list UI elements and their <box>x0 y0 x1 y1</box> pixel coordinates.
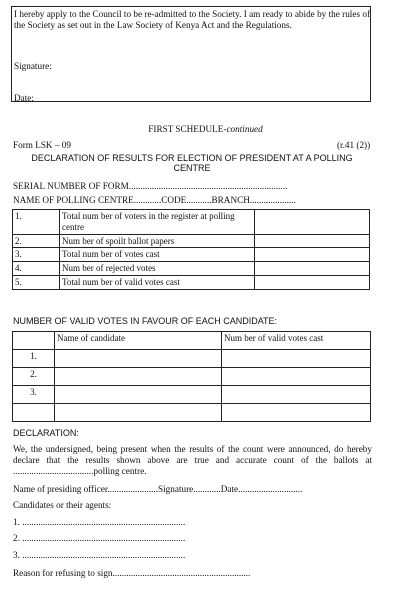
form-title: DECLARATION OF RESULTS FOR ELECTION OF PRESIDENT AT A POLLING CENTRE <box>31 153 353 174</box>
candidate-number: 3. <box>13 386 55 404</box>
row-value-cell[interactable] <box>255 275 370 289</box>
valid-votes-heading: NUMBER OF VALID VOTES IN FAVOUR OF EACH CANDIDATE: <box>13 316 278 326</box>
row-label: Total num ber of valid votes cast <box>60 275 255 289</box>
application-box <box>11 6 371 102</box>
table-row <box>13 262 370 276</box>
row-value-cell[interactable] <box>255 248 370 262</box>
candidate-number: 1. <box>13 350 55 368</box>
candidate-name-cell[interactable] <box>55 350 222 368</box>
table-row <box>13 404 371 422</box>
polling-centre-line: NAME OF POLLING CENTRE............CODE...........BRANCH.................... <box>13 195 296 205</box>
row-number: 3. <box>13 248 60 262</box>
blank-number-cell <box>13 404 55 422</box>
candidate-votes-cell[interactable] <box>222 386 371 404</box>
presiding-officer-line: Name of presiding officer......................Signature............Date............................ <box>13 484 303 494</box>
table-row <box>13 275 370 289</box>
agent-line-3: 3. ....................................................................... <box>13 550 186 560</box>
row-number: 4. <box>13 262 60 276</box>
table-row <box>13 386 371 404</box>
rule-reference: (r.41 (2)) <box>337 140 371 150</box>
candidate-votes-cell[interactable] <box>222 350 371 368</box>
serial-number-line: SERIAL NUMBER OF FORM..................................................................... <box>13 181 288 191</box>
schedule-heading <box>0 124 411 135</box>
candidates-agents-label: Candidates or their agents: <box>13 500 112 510</box>
signature-label: Signature: <box>14 61 52 71</box>
row-label: Num ber of spoilt ballot papers <box>60 234 255 248</box>
agent-line-2: 2. ....................................................................... <box>13 533 186 543</box>
schedule-main: FIRST SCHEDULE- <box>148 124 227 134</box>
schedule-continued: continued <box>226 124 263 134</box>
candidate-name-cell[interactable] <box>55 404 222 422</box>
table-row <box>13 368 371 386</box>
table-row <box>13 350 371 368</box>
form-number: Form LSK – 09 <box>13 140 71 150</box>
row-value-cell[interactable] <box>255 262 370 276</box>
row-label: Total num ber of voters in the register at polling centre <box>60 210 255 235</box>
candidate-name-cell[interactable] <box>55 386 222 404</box>
agent-line-1: 1. ....................................................................... <box>13 517 186 527</box>
refusal-reason-line: Reason for refusing to sign............................................................ <box>13 568 251 578</box>
candidate-name-header: Name of candidate <box>55 332 222 350</box>
row-label: Num ber of rejected votes <box>60 262 255 276</box>
candidate-name-cell[interactable] <box>55 368 222 386</box>
declaration-heading: DECLARATION: <box>13 428 79 438</box>
declaration-text: We, the undersigned, being present when the results of the count were announced, do hereby declare that the results shown above are true and accurate count of the ballots at ...................................polling centre. <box>13 444 372 477</box>
candidate-number: 2. <box>13 368 55 386</box>
table-row <box>13 210 370 235</box>
row-number: 5. <box>13 275 60 289</box>
readmission-declaration: I hereby apply to the Council to be re-admitted to the Society. I am ready to abide by the rules of the Society as set out in the Law Society of Kenya Act and the Regulations. <box>14 9 370 31</box>
candidate-votes-cell[interactable] <box>222 404 371 422</box>
candidates-table <box>12 331 371 422</box>
table-header-row <box>13 332 371 350</box>
results-table <box>12 209 370 290</box>
valid-votes-header: Num ber of valid votes cast <box>222 332 371 350</box>
date-label: Date: <box>14 93 34 103</box>
candidate-votes-cell[interactable] <box>222 368 371 386</box>
table-row <box>13 234 370 248</box>
row-number: 2. <box>13 234 60 248</box>
row-value-cell[interactable] <box>255 234 370 248</box>
row-label: Total num ber of votes cast <box>60 248 255 262</box>
table-row <box>13 248 370 262</box>
row-value-cell[interactable] <box>255 210 370 235</box>
blank-header-cell <box>13 332 55 350</box>
row-number: 1. <box>13 210 60 235</box>
